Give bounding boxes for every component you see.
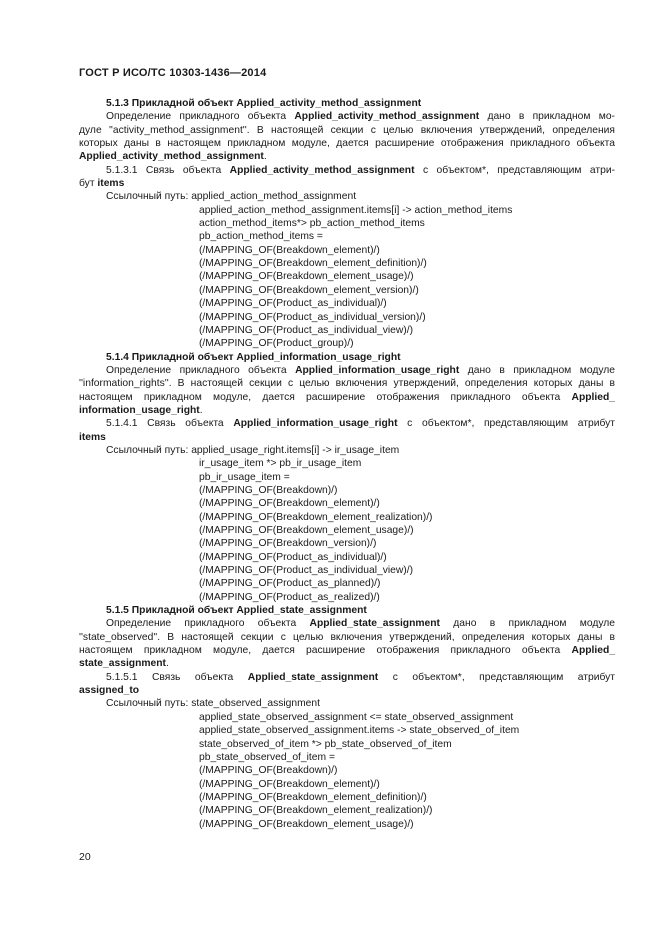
paragraph-line: information_usage_right. (79, 404, 203, 416)
path-line: pb_ir_usage_item = (199, 471, 290, 483)
path-line: (/MAPPING_OF(Breakdown_element_definition)/) (199, 258, 427, 270)
path-line: applied_action_method_assignment.items[i] -> action_method_items (199, 204, 513, 216)
path-line: (/MAPPING_OF(Breakdown_element_usage)/) (199, 818, 414, 830)
paragraph-line: state_assignment. (79, 658, 169, 670)
path-line: ir_usage_item *> pb_ir_usage_item (199, 458, 362, 470)
paragraph-line: ''state_observed''. В настоящей секции с целью включения утверждений, определения которых даны в (79, 631, 615, 643)
path-line: (/MAPPING_OF(Product_as_individual)/) (199, 298, 387, 310)
reference-path-label: Ссылочный путь: applied_action_method_assignment (106, 191, 357, 203)
page-number: 20 (79, 851, 91, 863)
path-line: state_observed_of_item *> pb_state_observed_of_item (199, 738, 452, 750)
paragraph-line: настоящем прикладном модуле, дается расширение отображения прикладного объекта Applied_ (79, 645, 615, 657)
paragraph-line: которых даны в настоящем прикладном модуле, дается расширение отображения прикладного объекта (79, 138, 615, 150)
reference-path-label: Ссылочный путь: applied_usage_right.items[i] -> ir_usage_item (106, 444, 400, 456)
path-line: (/MAPPING_OF(Breakdown_element)/) (199, 498, 380, 510)
document-body (79, 97, 615, 831)
paragraph-line: Applied_activity_method_assignment. (79, 151, 267, 163)
path-line: (/MAPPING_OF(Product_as_individual_view)/) (199, 565, 414, 577)
path-line: (/MAPPING_OF(Breakdown_version)/) (199, 538, 377, 550)
path-line: pb_action_method_items = (199, 231, 323, 243)
path-line: action_method_items*> pb_action_method_items (199, 218, 425, 230)
reference-path-list (79, 711, 615, 831)
subsection-line: assigned_to (79, 685, 140, 697)
subsection-line: 5.1.4.1 Связь объекта Applied_information_usage_right с объектом*, представляющим атрибут (106, 418, 615, 430)
path-line: (/MAPPING_OF(Breakdown_element)/) (199, 244, 380, 256)
paragraph-line: Определение прикладного объекта Applied_activity_method_assignment дано в прикладном мо- (106, 111, 615, 123)
paragraph-line: настоящем прикладном модуле, дается расширение отображения прикладного объекта Applied_ (79, 391, 615, 403)
path-line: (/MAPPING_OF(Breakdown)/) (199, 484, 338, 496)
subsection-line: 5.1.3.1 Связь объекта Applied_activity_method_assignment с объектом*, представляющим атри- (106, 164, 616, 176)
path-line: (/MAPPING_OF(Product_as_individual_view)/) (199, 324, 414, 336)
path-line: (/MAPPING_OF(Product_group)/) (199, 338, 354, 350)
paragraph-line: Определение прикладного объекта Applied_information_usage_right дано в прикладном модуле (106, 364, 615, 376)
paragraph-line: Определение прикладного объекта Applied_state_assignment дано в прикладном модуле (106, 618, 615, 630)
path-line: (/MAPPING_OF(Product_as_individual)/) (199, 551, 387, 563)
section-heading: 5.1.5 Прикладной объект Applied_state_assignment (106, 605, 367, 617)
path-line: (/MAPPING_OF(Breakdown_element_version)/) (199, 284, 419, 296)
path-line: (/MAPPING_OF(Breakdown_element_usage)/) (199, 271, 414, 283)
path-line: applied_state_observed_assignment.items -> state_observed_of_item (199, 725, 520, 737)
subsection-line: 5.1.5.1 Связь объекта Applied_state_assignment с объектом*, представляющим атрибут (106, 671, 615, 683)
reference-path-list (79, 457, 615, 604)
section-heading: 5.1.4 Прикладной объект Applied_information_usage_right (106, 351, 401, 363)
path-line: pb_state_observed_of_item = (199, 751, 335, 763)
path-line: (/MAPPING_OF(Breakdown_element_realization)/) (199, 805, 433, 817)
path-line: (/MAPPING_OF(Breakdown_element)/) (199, 778, 380, 790)
subsection-line: items (79, 431, 106, 443)
path-line: (/MAPPING_OF(Breakdown_element_realization)/) (199, 511, 433, 523)
path-line: (/MAPPING_OF(Breakdown_element_definition)/) (199, 791, 427, 803)
path-line: applied_state_observed_assignment <= state_observed_assignment (199, 711, 514, 723)
reference-path-list (79, 204, 615, 351)
section-heading: 5.1.3 Прикладной объект Applied_activity_method_assignment (106, 98, 422, 109)
path-line: (/MAPPING_OF(Breakdown_element_usage)/) (199, 525, 414, 536)
paragraph-line: ''information_rights''. В настоящей секции с целью включения утверждений, определения которых даны в (79, 378, 615, 390)
subsection-line: бут items (79, 178, 125, 190)
reference-path-label: Ссылочный путь: state_observed_assignment (106, 698, 320, 710)
path-line: (/MAPPING_OF(Product_as_realized)/) (199, 591, 380, 603)
paragraph-line: дуле ''activity_method_assignment''. В настоящей секции с целью включения утверждений, определения (79, 124, 615, 136)
document-header: ГОСТ Р ИСО/ТС 10303-1436—2014 (79, 67, 267, 79)
path-line: (/MAPPING_OF(Product_as_individual_version)/) (199, 311, 426, 323)
path-line: (/MAPPING_OF(Product_as_planned)/) (199, 578, 381, 590)
path-line: (/MAPPING_OF(Breakdown)/) (199, 765, 338, 777)
